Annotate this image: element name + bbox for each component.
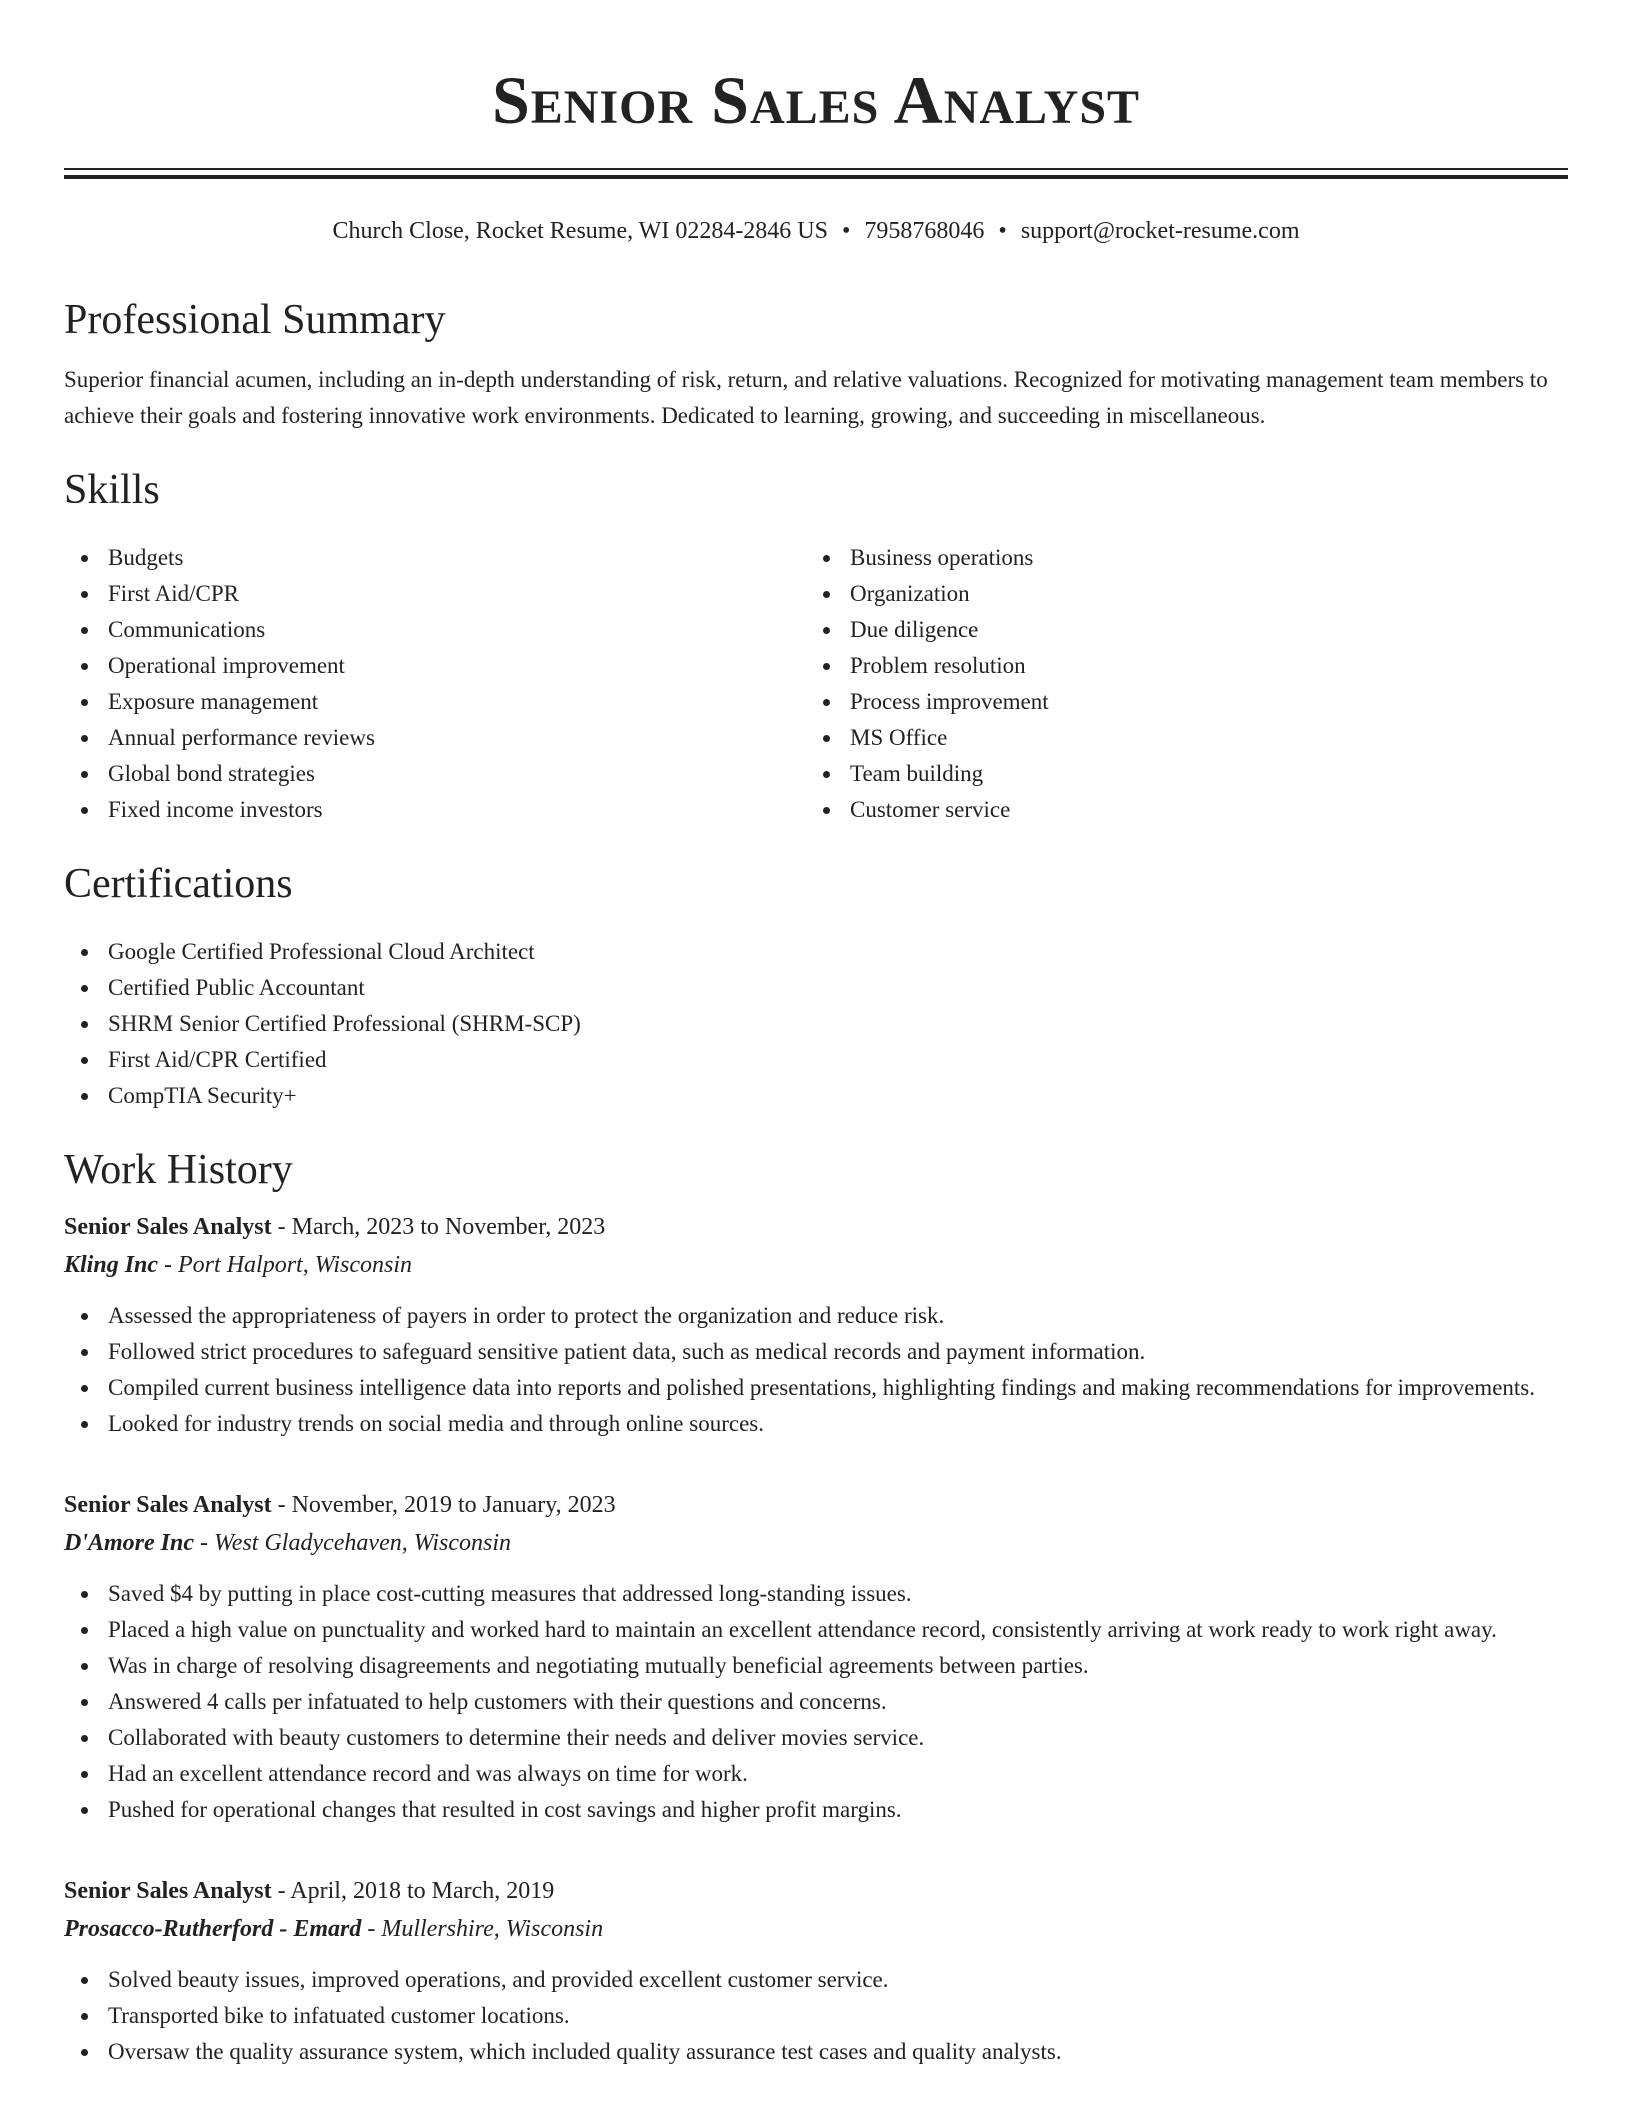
job-bullet: Oversaw the quality assurance system, which included quality assurance test cases and quality analysts. — [64, 2034, 1568, 2070]
job-title-line — [64, 1208, 1568, 1246]
skill-item: Business operations — [806, 540, 1049, 576]
skill-item: Organization — [806, 576, 1049, 612]
job-company: D'Amore Inc — [64, 1530, 195, 1556]
summary-section — [64, 292, 1568, 434]
skill-item: Operational improvement — [64, 648, 806, 684]
job-bullet: Had an excellent attendance record and was always on time for work. — [64, 1756, 1568, 1792]
job-dates: - March, 2023 to November, 2023 — [271, 1214, 606, 1240]
job-title: Senior Sales Analyst — [64, 1214, 272, 1240]
job-company-line — [64, 1524, 1568, 1562]
skill-item: Process improvement — [806, 684, 1049, 720]
job-bullet: Was in charge of resolving disagreements and negotiating mutually beneficial agreements between parties. — [64, 1648, 1568, 1684]
certifications-heading: Certifications — [64, 861, 293, 907]
job-location: - Port Halport, Wisconsin — [158, 1252, 413, 1278]
job-bullet: Solved beauty issues, improved operations, and provided excellent customer service. — [64, 1962, 1568, 1998]
skill-item: Annual performance reviews — [64, 720, 806, 756]
certification-item: SHRM Senior Certified Professional (SHRM-SCP) — [64, 1006, 1568, 1042]
contact-separator: • — [842, 218, 851, 244]
job-title: Senior Sales Analyst — [64, 1492, 272, 1518]
contact-phone: 7958768046 — [864, 218, 985, 244]
skill-item: Global bond strategies — [64, 756, 806, 792]
job-title: Senior Sales Analyst — [64, 1878, 272, 1904]
job-bullet: Saved $4 by putting in place cost-cutting measures that addressed long-standing issues. — [64, 1576, 1568, 1612]
job-company: Prosacco-Rutherford - Emard — [64, 1916, 362, 1942]
contact-email[interactable]: support@rocket-resume.com — [1020, 218, 1300, 244]
work-history-heading: Work History — [64, 1147, 293, 1193]
job-bullet: Transported bike to infatuated customer locations. — [64, 1998, 1568, 2034]
certification-item: Certified Public Accountant — [64, 970, 1568, 1006]
resume-title: Senior Sales Analyst — [491, 62, 1141, 138]
skills-columns — [64, 540, 1568, 828]
job-company: Kling Inc — [64, 1252, 159, 1278]
job-bullets — [64, 1576, 1568, 1828]
job-bullets — [64, 1298, 1568, 1442]
work-history-section — [64, 1142, 1568, 2070]
certification-item: Google Certified Professional Cloud Architect — [64, 934, 1568, 970]
resume-content — [64, 292, 1568, 2070]
job-bullet: Compiled current business intelligence data into reports and polished presentations, highlighting findings and making recommendations for improvements. — [64, 1370, 1568, 1406]
skill-item: Communications — [64, 612, 806, 648]
job-bullet: Followed strict procedures to safeguard sensitive patient data, such as medical records and payment information. — [64, 1334, 1568, 1370]
job-dates: - April, 2018 to March, 2019 — [271, 1878, 555, 1904]
skill-item: Fixed income investors — [64, 792, 806, 828]
skills-heading: Skills — [64, 467, 160, 513]
job-bullets — [64, 1962, 1568, 2070]
contact-separator: • — [998, 218, 1007, 244]
certification-item: First Aid/CPR Certified — [64, 1042, 1568, 1078]
job-bullet: Pushed for operational changes that resulted in cost savings and higher profit margins. — [64, 1792, 1568, 1828]
job-title-line — [64, 1872, 1568, 1910]
job-bullet: Assessed the appropriateness of payers in order to protect the organization and reduce risk. — [64, 1298, 1568, 1334]
job-location: - West Gladycehaven, Wisconsin — [194, 1530, 512, 1556]
skill-item: MS Office — [806, 720, 1049, 756]
contact-line — [64, 216, 1568, 246]
certifications-list — [64, 934, 1568, 1114]
skills-section — [64, 462, 1568, 828]
certifications-section — [64, 856, 1568, 1114]
skills-list-right — [806, 540, 1049, 828]
skill-item: First Aid/CPR — [64, 576, 806, 612]
job-entry — [64, 1208, 1568, 1442]
summary-heading: Professional Summary — [64, 297, 446, 343]
job-entry — [64, 1872, 1568, 2070]
job-bullet: Answered 4 calls per infatuated to help customers with their questions and concerns. — [64, 1684, 1568, 1720]
job-location: - Mullershire, Wisconsin — [361, 1916, 604, 1942]
skill-item: Due diligence — [806, 612, 1049, 648]
job-dates: - November, 2019 to January, 2023 — [271, 1492, 616, 1518]
skill-item: Exposure management — [64, 684, 806, 720]
job-bullet: Looked for industry trends on social media and through online sources. — [64, 1406, 1568, 1442]
job-list — [64, 1208, 1568, 2070]
job-company-line — [64, 1910, 1568, 1948]
header-rule-thin — [64, 168, 1568, 170]
job-entry — [64, 1486, 1568, 1828]
skills-list-left — [64, 540, 806, 828]
skill-item: Team building — [806, 756, 1049, 792]
certification-item: CompTIA Security+ — [64, 1078, 1568, 1114]
skill-item: Customer service — [806, 792, 1049, 828]
job-bullet: Placed a high value on punctuality and worked hard to maintain an excellent attendance record, consistently arriving at work ready to work right away. — [64, 1612, 1568, 1648]
summary-text: Superior financial acumen, including an in-depth understanding of risk, return, and relative valuations. Recognized for motivating management team members to achieve their goals and fostering innovative work environments. Dedicated to learning, growing, and succeeding in miscellaneous. — [64, 367, 1548, 428]
job-bullet: Collaborated with beauty customers to determine their needs and deliver movies service. — [64, 1720, 1568, 1756]
skill-item: Problem resolution — [806, 648, 1049, 684]
contact-address: Church Close, Rocket Resume, WI 02284-2846 US — [332, 218, 828, 244]
job-company-line — [64, 1246, 1568, 1284]
header-rule-thick — [64, 175, 1568, 179]
job-title-line — [64, 1486, 1568, 1524]
skill-item: Budgets — [64, 540, 806, 576]
